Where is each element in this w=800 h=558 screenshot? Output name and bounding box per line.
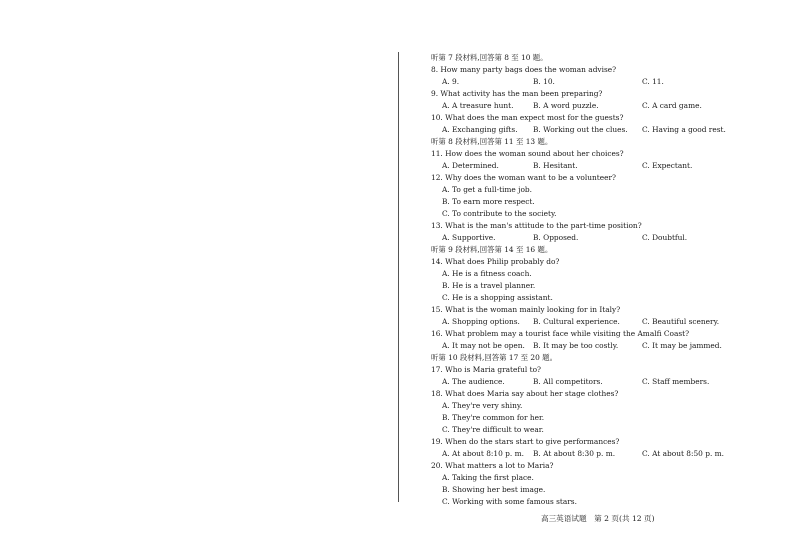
question-stem: 16. What problem may a tourist face while visiting the Amalfi Coast? [431, 329, 690, 338]
answer-option: A. Exchanging gifts. [442, 125, 518, 134]
answer-option: A. It may not be open. [442, 341, 525, 350]
question-stem: 9. What activity has the man been preparing? [431, 89, 603, 98]
answer-option: B. A word puzzle. [533, 101, 599, 110]
answer-option: B. All competitors. [533, 377, 603, 386]
answer-option: B. Working out the clues. [533, 125, 628, 134]
answer-option: C. 11. [642, 77, 664, 86]
question-stem: 11. How does the woman sound about her choices? [431, 149, 624, 158]
answer-option: B. Hesitant. [533, 161, 578, 170]
answer-option: B. To earn more respect. [442, 197, 535, 206]
answer-option: C. They're difficult to wear. [442, 425, 544, 434]
answer-option: A. To get a full-time job. [442, 185, 532, 194]
section-header: 听第 10 段材料,回答第 17 至 20 题。 [431, 353, 557, 362]
section-header: 听第 9 段材料,回答第 14 至 16 题。 [431, 245, 553, 254]
answer-option: C. Working with some famous stars. [442, 497, 577, 506]
page-footer: 高三英语试题 第 2 页(共 12 页) [541, 514, 655, 523]
question-stem: 8. How many party bags does the woman advise? [431, 65, 617, 74]
answer-option: B. 10. [533, 77, 555, 86]
question-stem: 13. What is the man's attitude to the part-time position? [431, 221, 642, 230]
question-stem: 18. What does Maria say about her stage clothes? [431, 389, 619, 398]
answer-option: A. Supportive. [442, 233, 496, 242]
answer-option: C. At about 8:50 p. m. [642, 449, 725, 458]
answer-option: A. Shopping options. [442, 317, 520, 326]
options-row [431, 100, 761, 112]
answer-option: C. Expectant. [642, 161, 693, 170]
answer-option: A. They're very shiny. [442, 401, 523, 410]
section-header: 听第 8 段材料,回答第 11 至 13 题。 [431, 137, 553, 146]
answer-option: B. Showing her best image. [442, 485, 546, 494]
section-header: 听第 7 段材料,回答第 8 至 10 题。 [431, 53, 548, 62]
options-row [431, 124, 761, 136]
answer-option: B. He is a travel planner. [442, 281, 536, 290]
answer-option: A. The audience. [442, 377, 505, 386]
answer-option: A. At about 8:10 p. m. [442, 449, 524, 458]
answer-option: B. At about 8:30 p. m. [533, 449, 616, 458]
answer-option: B. They're common for her. [442, 413, 545, 422]
answer-option: C. Beautiful scenery. [642, 317, 720, 326]
options-row [431, 160, 761, 172]
answer-option: C. Doubtful. [642, 233, 688, 242]
answer-option: A. Determined. [442, 161, 499, 170]
options-row [431, 448, 761, 460]
answer-option: A. He is a fitness coach. [442, 269, 532, 278]
binding-line [398, 52, 399, 502]
answer-option: C. A card game. [642, 101, 702, 110]
question-column [431, 52, 761, 508]
answer-option: B. Opposed. [533, 233, 579, 242]
question-stem: 12. Why does the woman want to be a volunteer? [431, 173, 616, 182]
answer-option: B. Cultural experience. [533, 317, 620, 326]
answer-option: C. Having a good rest. [642, 125, 726, 134]
question-stem: 10. What does the man expect most for the guests? [431, 113, 624, 122]
question-stem: 17. Who is Maria grateful to? [431, 365, 541, 374]
options-row [431, 340, 761, 352]
question-stem: 15. What is the woman mainly looking for in Italy? [431, 305, 621, 314]
answer-option: C. He is a shopping assistant. [442, 293, 553, 302]
options-row [431, 76, 761, 88]
question-stem: 20. What matters a lot to Maria? [431, 461, 554, 470]
answer-option: C. It may be jammed. [642, 341, 722, 350]
question-stem: 14. What does Philip probably do? [431, 257, 560, 266]
answer-option: A. Taking the first place. [442, 473, 534, 482]
answer-option: C. To contribute to the society. [442, 209, 557, 218]
question-stem: 19. When do the stars start to give performances? [431, 437, 620, 446]
options-row [431, 376, 761, 388]
answer-option: C. Staff members. [642, 377, 710, 386]
options-row [431, 316, 761, 328]
answer-option: A. A treasure hunt. [442, 101, 514, 110]
answer-option: A. 9. [442, 77, 460, 86]
answer-option: B. It may be too costly. [533, 341, 619, 350]
options-row [431, 232, 761, 244]
